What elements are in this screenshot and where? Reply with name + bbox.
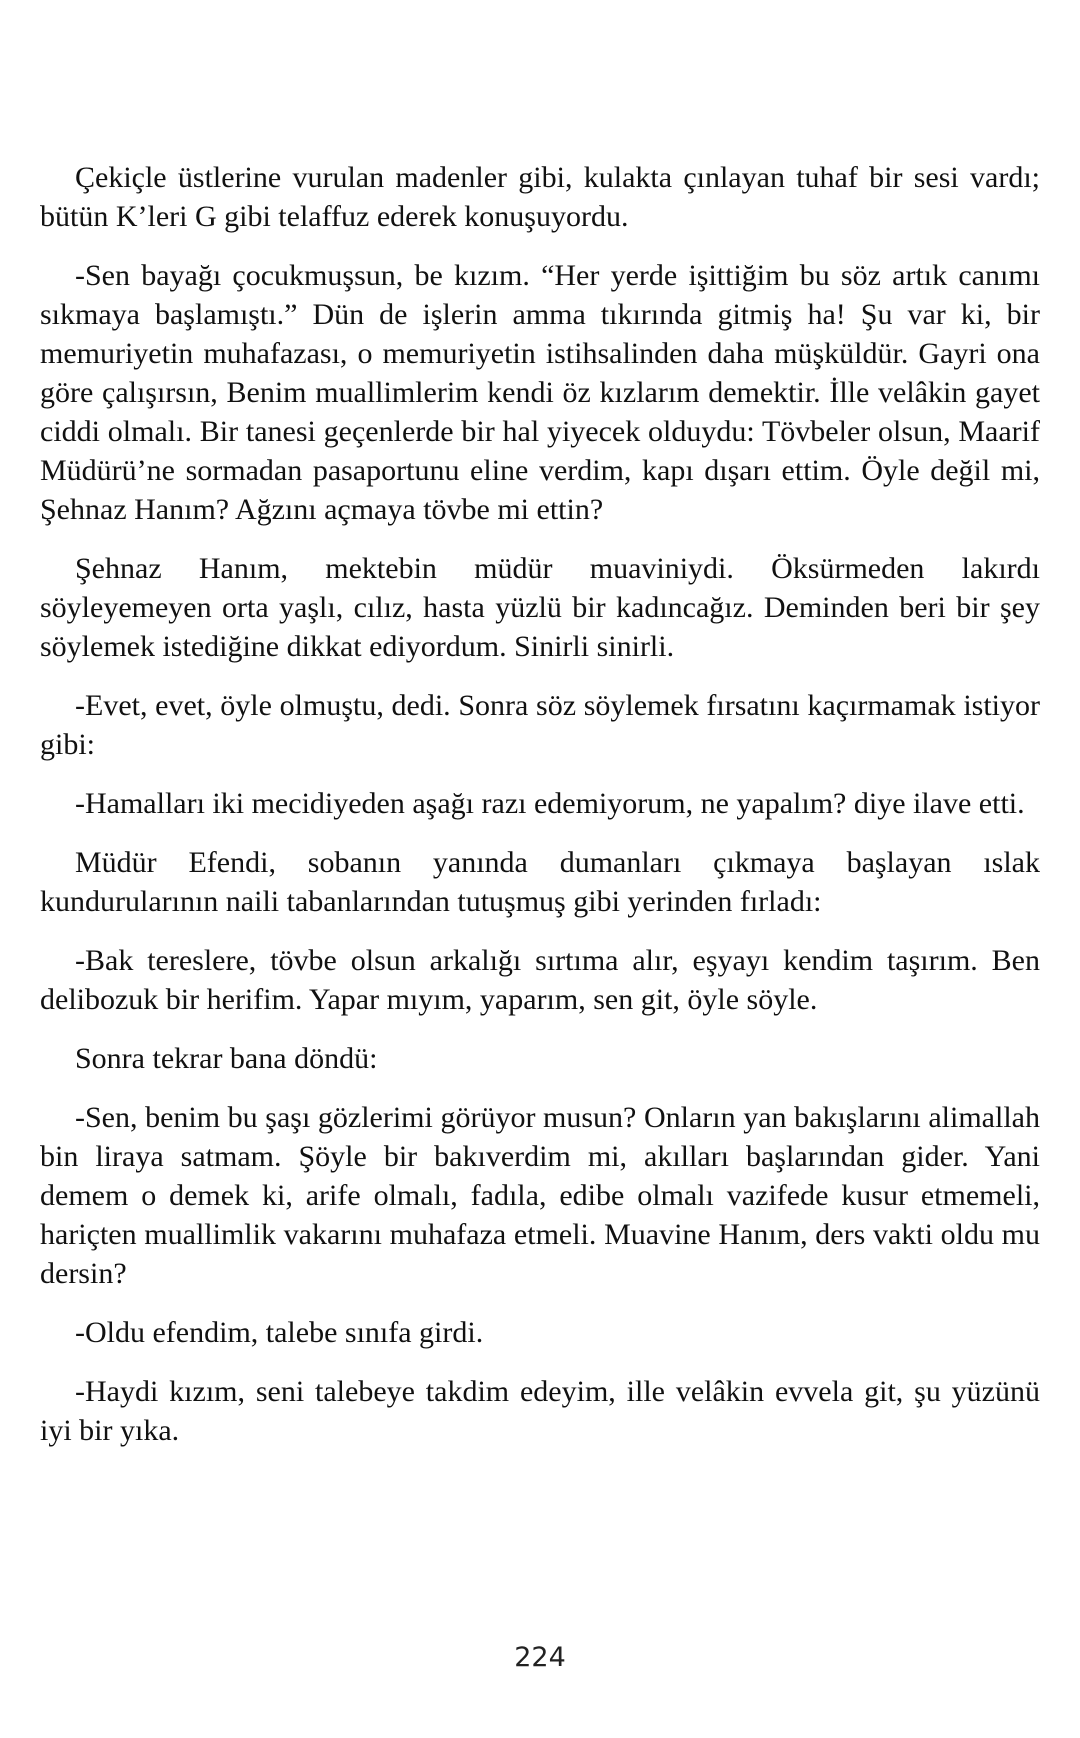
paragraph-9: -Sen, benim bu şaşı gözlerimi görüyor musun? Onların yan bakışlarını alimallah bin liraya satmam. Şöyle bir bakıverdim mi, akılları başlarından gider. Yani demem o demek ki, arife olmalı, fadıla, edibe olmalı vazifede kusur etmemeli, hariçten muallimlik vakarını muhafaza etmeli. Muavine Hanım, ders vakti oldu mu dersin?: [40, 1101, 1040, 1290]
paragraph-2: -Sen bayağı çocukmuşsun, be kızım. “Her yerde işittiğim bu söz artık canımı sıkmaya başlamıştı.” Dün de işlerin amma tıkırında gitmiş ha! Şu var ki, bir memuriyetin muhafazası, o memuriyetin istihsalinden daha müşküldür. Gayri ona göre çalışırsın, Benim muallimlerim kendi öz kızlarım demektir. İlle velâkin gayet ciddi olmalı. Bir tanesi geçenlerde bir hal yiyecek olduydu: Tövbeler olsun, Maarif Müdürü’ne sormadan pasaportunu eline verdim, kapı dışarı ettim. Öyle değil mi, Şehnaz Hanım? Ağzını açmaya tövbe mi ettin?: [40, 259, 1040, 526]
paragraph-7: -Bak tereslere, tövbe olsun arkalığı sırtıma alır, eşyayı kendim taşırım. Ben delibozuk bir herifim. Yapar mıyım, yaparım, sen git, öyle söyle.: [40, 944, 1040, 1016]
paragraph-1: Çekiçle üstlerine vurulan madenler gibi, kulakta çınlayan tuhaf bir sesi vardı; bütün K’leri G gibi telaffuz ederek konuşuyordu.: [40, 161, 1040, 233]
paragraph-4: -Evet, evet, öyle olmuştu, dedi. Sonra söz söylemek fırsatını kaçırmamak istiyor gibi:: [40, 689, 1040, 761]
page-number: 224: [514, 1642, 566, 1673]
paragraph-6: Müdür Efendi, sobanın yanında dumanları çıkmaya başlayan ıslak kundurularının naili tabanlarından tutuşmuş gibi yerinden fırladı:: [40, 846, 1040, 918]
paragraph-3: Şehnaz Hanım, mektebin müdür muaviniydi. Öksürmeden lakırdı söyleyemeyen orta yaşlı, cılız, hasta yüzlü bir kadıncağız. Deminden beri bir şey söylemek istediğine dikkat ediyordum. Sinirli sinirli.: [40, 552, 1040, 663]
paragraph-11: -Haydi kızım, seni talebeye takdim edeyim, ille velâkin evvela git, şu yüzünü iyi bir yıka.: [40, 1375, 1040, 1447]
paragraph-10: -Oldu efendim, talebe sınıfa girdi.: [75, 1316, 484, 1349]
paragraph-8: Sonra tekrar bana döndü:: [75, 1042, 378, 1075]
page-text: [40, 158, 1040, 1470]
paragraph-5: -Hamalları iki mecidiyeden aşağı razı edemiyorum, ne yapalım? diye ilave etti.: [75, 787, 1025, 820]
